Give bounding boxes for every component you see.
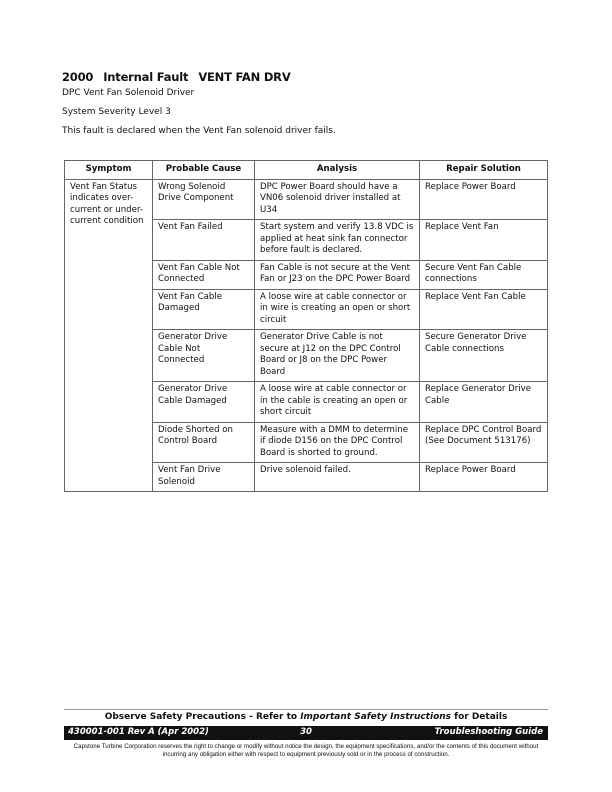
footer-divider [64,709,548,710]
safety-note-prefix: Observe Safety Precautions - Refer to [104,712,301,722]
repair-cell: Replace Vent Fan [420,220,548,261]
column-header: Symptom [65,161,153,180]
analysis-cell: Measure with a DMM to determine if diode D156 on the DPC Control Board is shorted to ground. [255,422,420,463]
cause-cell: Generator Drive Cable Damaged [153,382,255,423]
troubleshooting-table [64,160,548,492]
fault-heading [62,70,301,84]
repair-cell: Secure Vent Fan Cable connections [420,260,548,289]
column-header: Probable Cause [153,161,255,180]
fault-description: This fault is declared when the Vent Fan solenoid driver fails. [62,126,336,136]
repair-cell: Secure Generator Drive Cable connections [420,330,548,382]
document-id: 430001-001 Rev A (Apr 2002) [68,727,209,737]
repair-cell: Replace DPC Control Board (See Document 513176) [420,422,548,463]
symptom-cell: Vent Fan Status indicates over-current or under-current condition [65,179,153,492]
repair-cell: Replace Power Board [420,463,548,492]
repair-cell: Replace Power Board [420,179,548,220]
analysis-cell: Fan Cable is not secure at the Vent Fan or J23 on the DPC Power Board [255,260,420,289]
disclaimer: Capstone Turbine Corporation reserves the right to change or modify without notice the design, the equipment specifications, and/or the contents of this document without incurring any obligation either with respect to equipment previously sold or in the process of construction. [73,743,539,758]
severity-level: System Severity Level 3 [62,107,171,117]
fault-type: Internal Fault [103,70,189,84]
analysis-cell: DPC Power Board should have a VN06 solenoid driver installed at U34 [255,179,420,220]
analysis-cell: Generator Drive Cable is not secure at J12 on the DPC Control Board or J8 on the DPC Power Board [255,330,420,382]
cause-cell: Diode Shorted on Control Board [153,422,255,463]
repair-cell: Replace Vent Fan Cable [420,289,548,330]
column-header: Analysis [255,161,420,180]
analysis-cell: Start system and verify 13.8 VDC is applied at heat sink fan connector before fault is declared. [255,220,420,261]
safety-note-suffix: for Details [451,712,508,722]
cause-cell: Vent Fan Cable Damaged [153,289,255,330]
repair-cell: Replace Generator Drive Cable [420,382,548,423]
column-header: Repair Solution [420,161,548,180]
cause-cell: Generator Drive Cable Not Connected [153,330,255,382]
page-number: 30 [300,727,312,737]
safety-instructions-reference: Important Safety Instructions [300,712,452,722]
analysis-cell: A loose wire at cable connector or in wire is creating an open or short circuit [255,289,420,330]
safety-note [0,712,612,722]
fault-subtitle: DPC Vent Fan Solenoid Driver [62,88,195,98]
footer-bar [64,726,548,740]
cause-cell: Vent Fan Cable Not Connected [153,260,255,289]
table-header-row [65,161,548,180]
cause-cell: Vent Fan Failed [153,220,255,261]
cause-cell: Wrong Solenoid Drive Component [153,179,255,220]
fault-code: 2000 [62,70,94,84]
guide-title: Troubleshooting Guide [434,727,543,737]
fault-name: VENT FAN DRV [198,70,291,84]
analysis-cell: Drive solenoid failed. [255,463,420,492]
analysis-cell: A loose wire at cable connector or in the cable is creating an open or short circuit [255,382,420,423]
cause-cell: Vent Fan Drive Solenoid [153,463,255,492]
table-row [65,179,548,220]
